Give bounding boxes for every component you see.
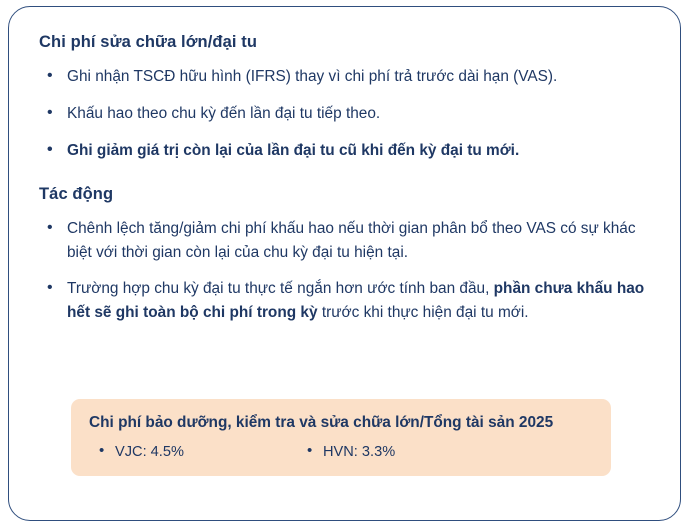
list-item-text-part1: Trường hợp chu kỳ đại tu thực tế ngắn hơn ước tính ban đầu,: [67, 280, 494, 298]
section-heading-impact: Tác động: [39, 184, 114, 203]
list-item: • Ghi giảm giá trị còn lại của lần đại tu cũ khi đến kỳ đại tu mới.: [45, 139, 650, 163]
section-heading-repair-cost: Chi phí sửa chữa lớn/đại tu: [39, 33, 258, 51]
list-item: • Khấu hao theo chu kỳ đến lần đại tu tiếp theo.: [45, 102, 650, 126]
list-item-text-emphasis: phần chưa khấu hao hết sẽ ghi toàn bộ chi phí trong kỳ: [67, 280, 645, 322]
list-item: • Ghi nhận TSCĐ hữu hình (IFRS) thay vì chi phí trả trước dài hạn (VAS).: [45, 65, 650, 89]
list-item: • HVN: 3.3%: [305, 444, 395, 460]
list-item-mixed: [45, 277, 650, 325]
callout-metric-list: [89, 444, 593, 460]
bullet-list-impact: [39, 217, 650, 326]
callout-box: [71, 399, 611, 476]
list-item: • VJC: 4.5%: [97, 444, 305, 460]
callout-title: Chi phí bảo dưỡng, kiểm tra và sửa chữa lớn/Tổng tài sản 2025: [89, 414, 554, 431]
content-card: [8, 6, 681, 521]
list-item: • Chênh lệch tăng/giảm chi phí khấu hao nếu thời gian phân bổ theo VAS có sự khác biệt với thời gian còn lại của chu kỳ đại tu hiện tại.: [45, 217, 650, 265]
bullet-list-repair-cost: [39, 65, 650, 163]
list-item-text-part3: trước khi thực hiện đại tu mới.: [317, 304, 529, 322]
